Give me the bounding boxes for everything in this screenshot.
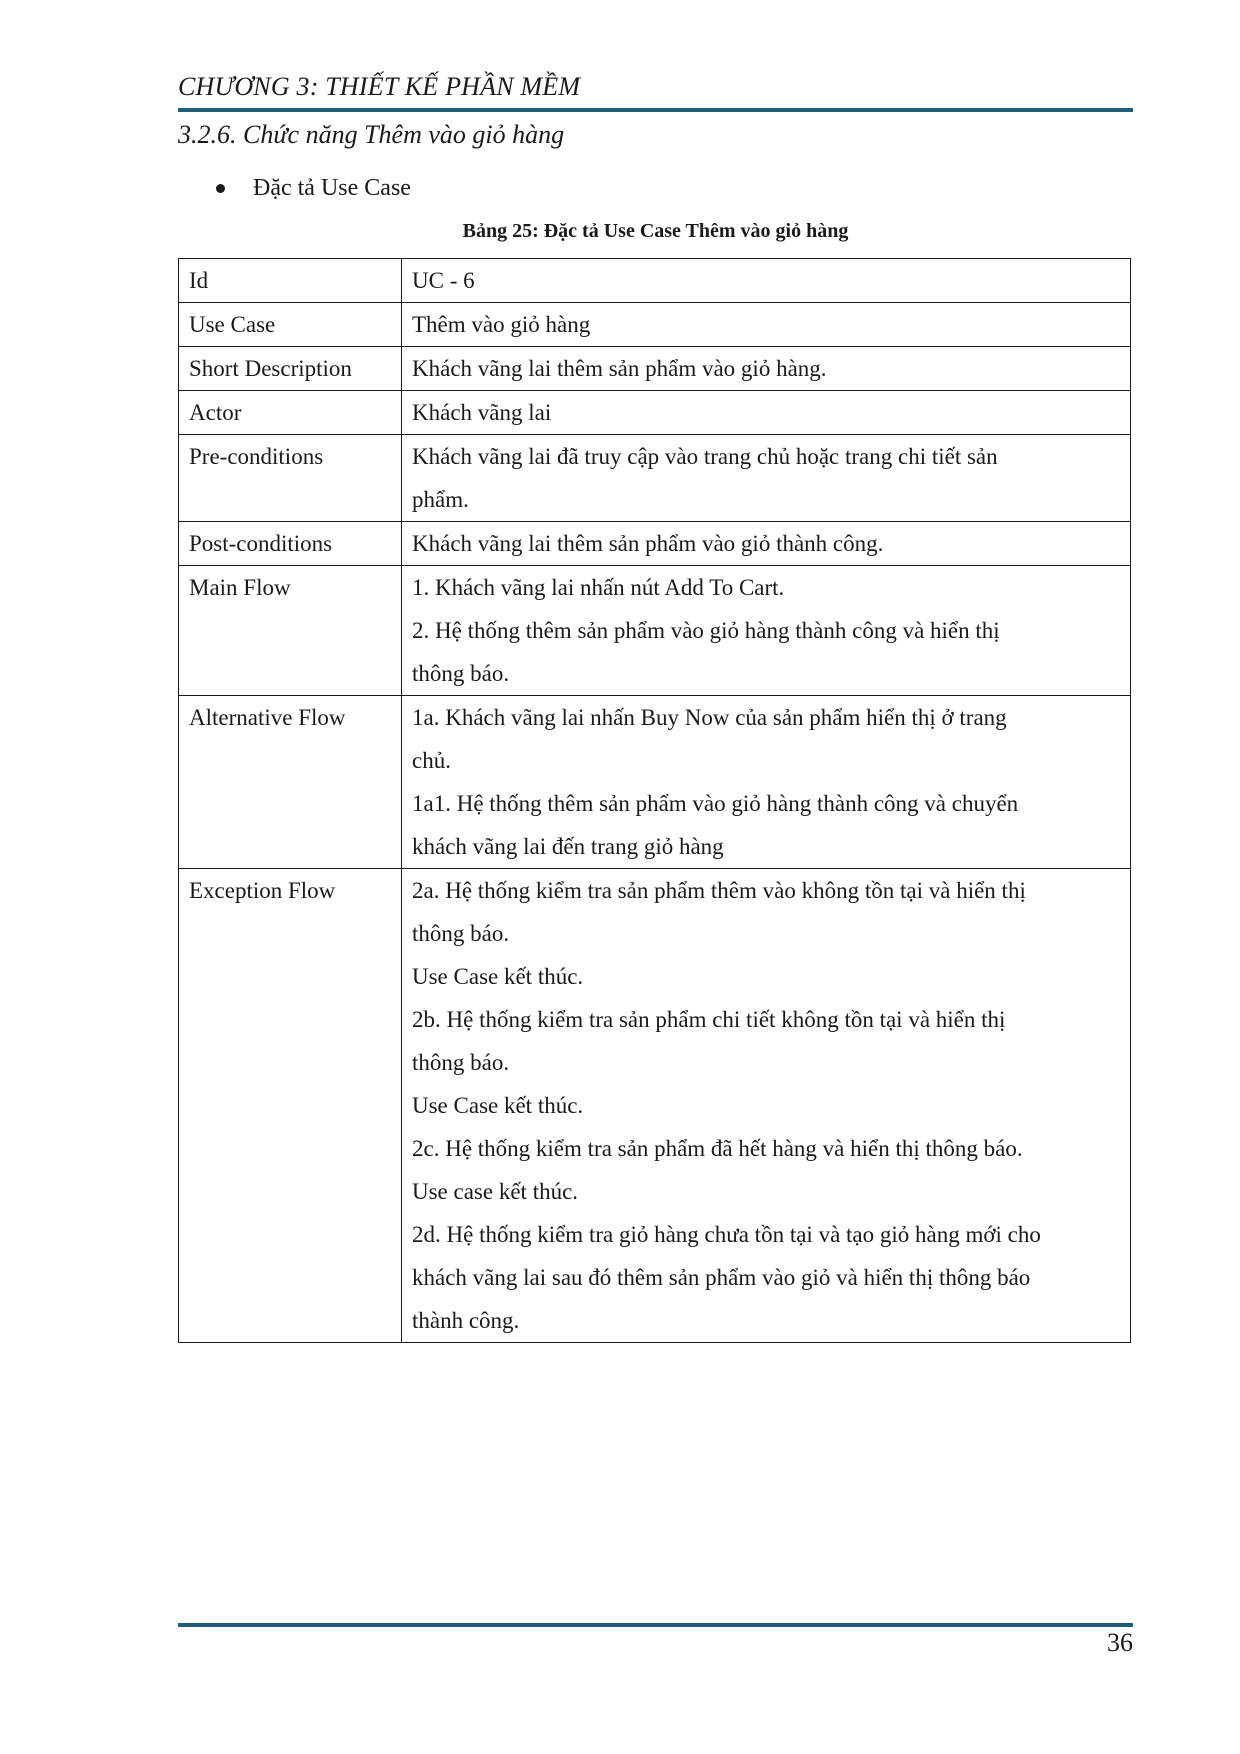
page-number: 36 xyxy=(1107,1628,1133,1657)
row-value-line: Thêm vào giỏ hàng xyxy=(412,312,591,337)
row-label: Post-conditions xyxy=(179,522,402,566)
table-caption: Bảng 25: Đặc tả Use Case Thêm vào giỏ hàng xyxy=(462,220,849,242)
table-row xyxy=(179,259,1131,303)
row-label: Short Description xyxy=(179,347,402,391)
row-value-line: thông báo. xyxy=(412,661,510,686)
row-value xyxy=(402,435,1131,522)
section-title: 3.2.6. Chức năng Thêm vào giỏ hàng xyxy=(178,120,565,149)
row-value-line: 2. Hệ thống thêm sản phẩm vào giỏ hàng thành công và hiển thị xyxy=(412,618,1000,643)
use-case-table xyxy=(178,258,1131,1343)
row-value-line: Use Case kết thúc. xyxy=(412,1093,584,1118)
row-value-line: 1a. Khách vãng lai nhấn Buy Now của sản phẩm hiển thị ở trang xyxy=(412,705,1007,730)
row-value xyxy=(402,259,1131,303)
bullet-text: Đặc tả Use Case xyxy=(253,175,411,201)
row-value-line: UC - 6 xyxy=(412,268,475,293)
row-value-line: Khách vãng lai thêm sản phẩm vào giỏ thành công. xyxy=(412,531,884,556)
row-label: Alternative Flow xyxy=(179,696,402,869)
row-label: Actor xyxy=(179,391,402,435)
table-row xyxy=(179,869,1131,1343)
row-value-line: thông báo. xyxy=(412,1050,510,1075)
row-label: Id xyxy=(179,259,402,303)
row-value xyxy=(402,869,1131,1343)
use-case-table-body xyxy=(179,259,1131,1343)
row-value-line: thành công. xyxy=(412,1308,520,1333)
row-value-line: Khách vãng lai đã truy cập vào trang chủ hoặc trang chi tiết sản xyxy=(412,444,998,469)
table-row xyxy=(179,347,1131,391)
row-value-line: Khách vãng lai thêm sản phẩm vào giỏ hàng. xyxy=(412,356,827,381)
row-label: Use Case xyxy=(179,303,402,347)
header-divider xyxy=(178,108,1133,112)
row-value-line: 2d. Hệ thống kiểm tra giỏ hàng chưa tồn tại và tạo giỏ hàng mới cho xyxy=(412,1222,1041,1247)
row-value xyxy=(402,696,1131,869)
row-value xyxy=(402,522,1131,566)
chapter-header: CHƯƠNG 3: THIẾT KẾ PHẦN MỀM xyxy=(178,72,581,101)
row-value-line: phẩm. xyxy=(412,487,469,512)
row-label: Main Flow xyxy=(179,566,402,696)
row-label: Pre-conditions xyxy=(179,435,402,522)
row-value xyxy=(402,391,1131,435)
row-label: Exception Flow xyxy=(179,869,402,1343)
row-value-line: khách vãng lai sau đó thêm sản phẩm vào giỏ và hiển thị thông báo xyxy=(412,1265,1031,1290)
row-value xyxy=(402,303,1131,347)
row-value-line: khách vãng lai đến trang giỏ hàng xyxy=(412,834,724,859)
footer-divider xyxy=(178,1623,1133,1627)
table-row xyxy=(179,391,1131,435)
row-value-line: 1. Khách vãng lai nhấn nút Add To Cart. xyxy=(412,575,785,600)
row-value xyxy=(402,347,1131,391)
row-value-line: Use case kết thúc. xyxy=(412,1179,579,1204)
row-value-line: 2a. Hệ thống kiểm tra sản phẩm thêm vào không tồn tại và hiển thị xyxy=(412,878,1026,903)
table-row xyxy=(179,696,1131,869)
row-value-line: Use Case kết thúc. xyxy=(412,964,584,989)
table-row xyxy=(179,303,1131,347)
row-value-line: thông báo. xyxy=(412,921,510,946)
table-row xyxy=(179,435,1131,522)
row-value xyxy=(402,566,1131,696)
row-value-line: Khách vãng lai xyxy=(412,400,552,425)
row-value-line: chủ. xyxy=(412,748,451,773)
table-row xyxy=(179,522,1131,566)
table-row xyxy=(179,566,1131,696)
row-value-line: 2c. Hệ thống kiểm tra sản phẩm đã hết hàng và hiển thị thông báo. xyxy=(412,1136,1023,1161)
bullet-item xyxy=(216,175,411,202)
row-value-line: 2b. Hệ thống kiểm tra sản phẩm chi tiết không tồn tại và hiển thị xyxy=(412,1007,1006,1032)
row-value-line: 1a1. Hệ thống thêm sản phẩm vào giỏ hàng thành công và chuyển xyxy=(412,791,1019,816)
bullet-dot-icon xyxy=(216,184,225,193)
